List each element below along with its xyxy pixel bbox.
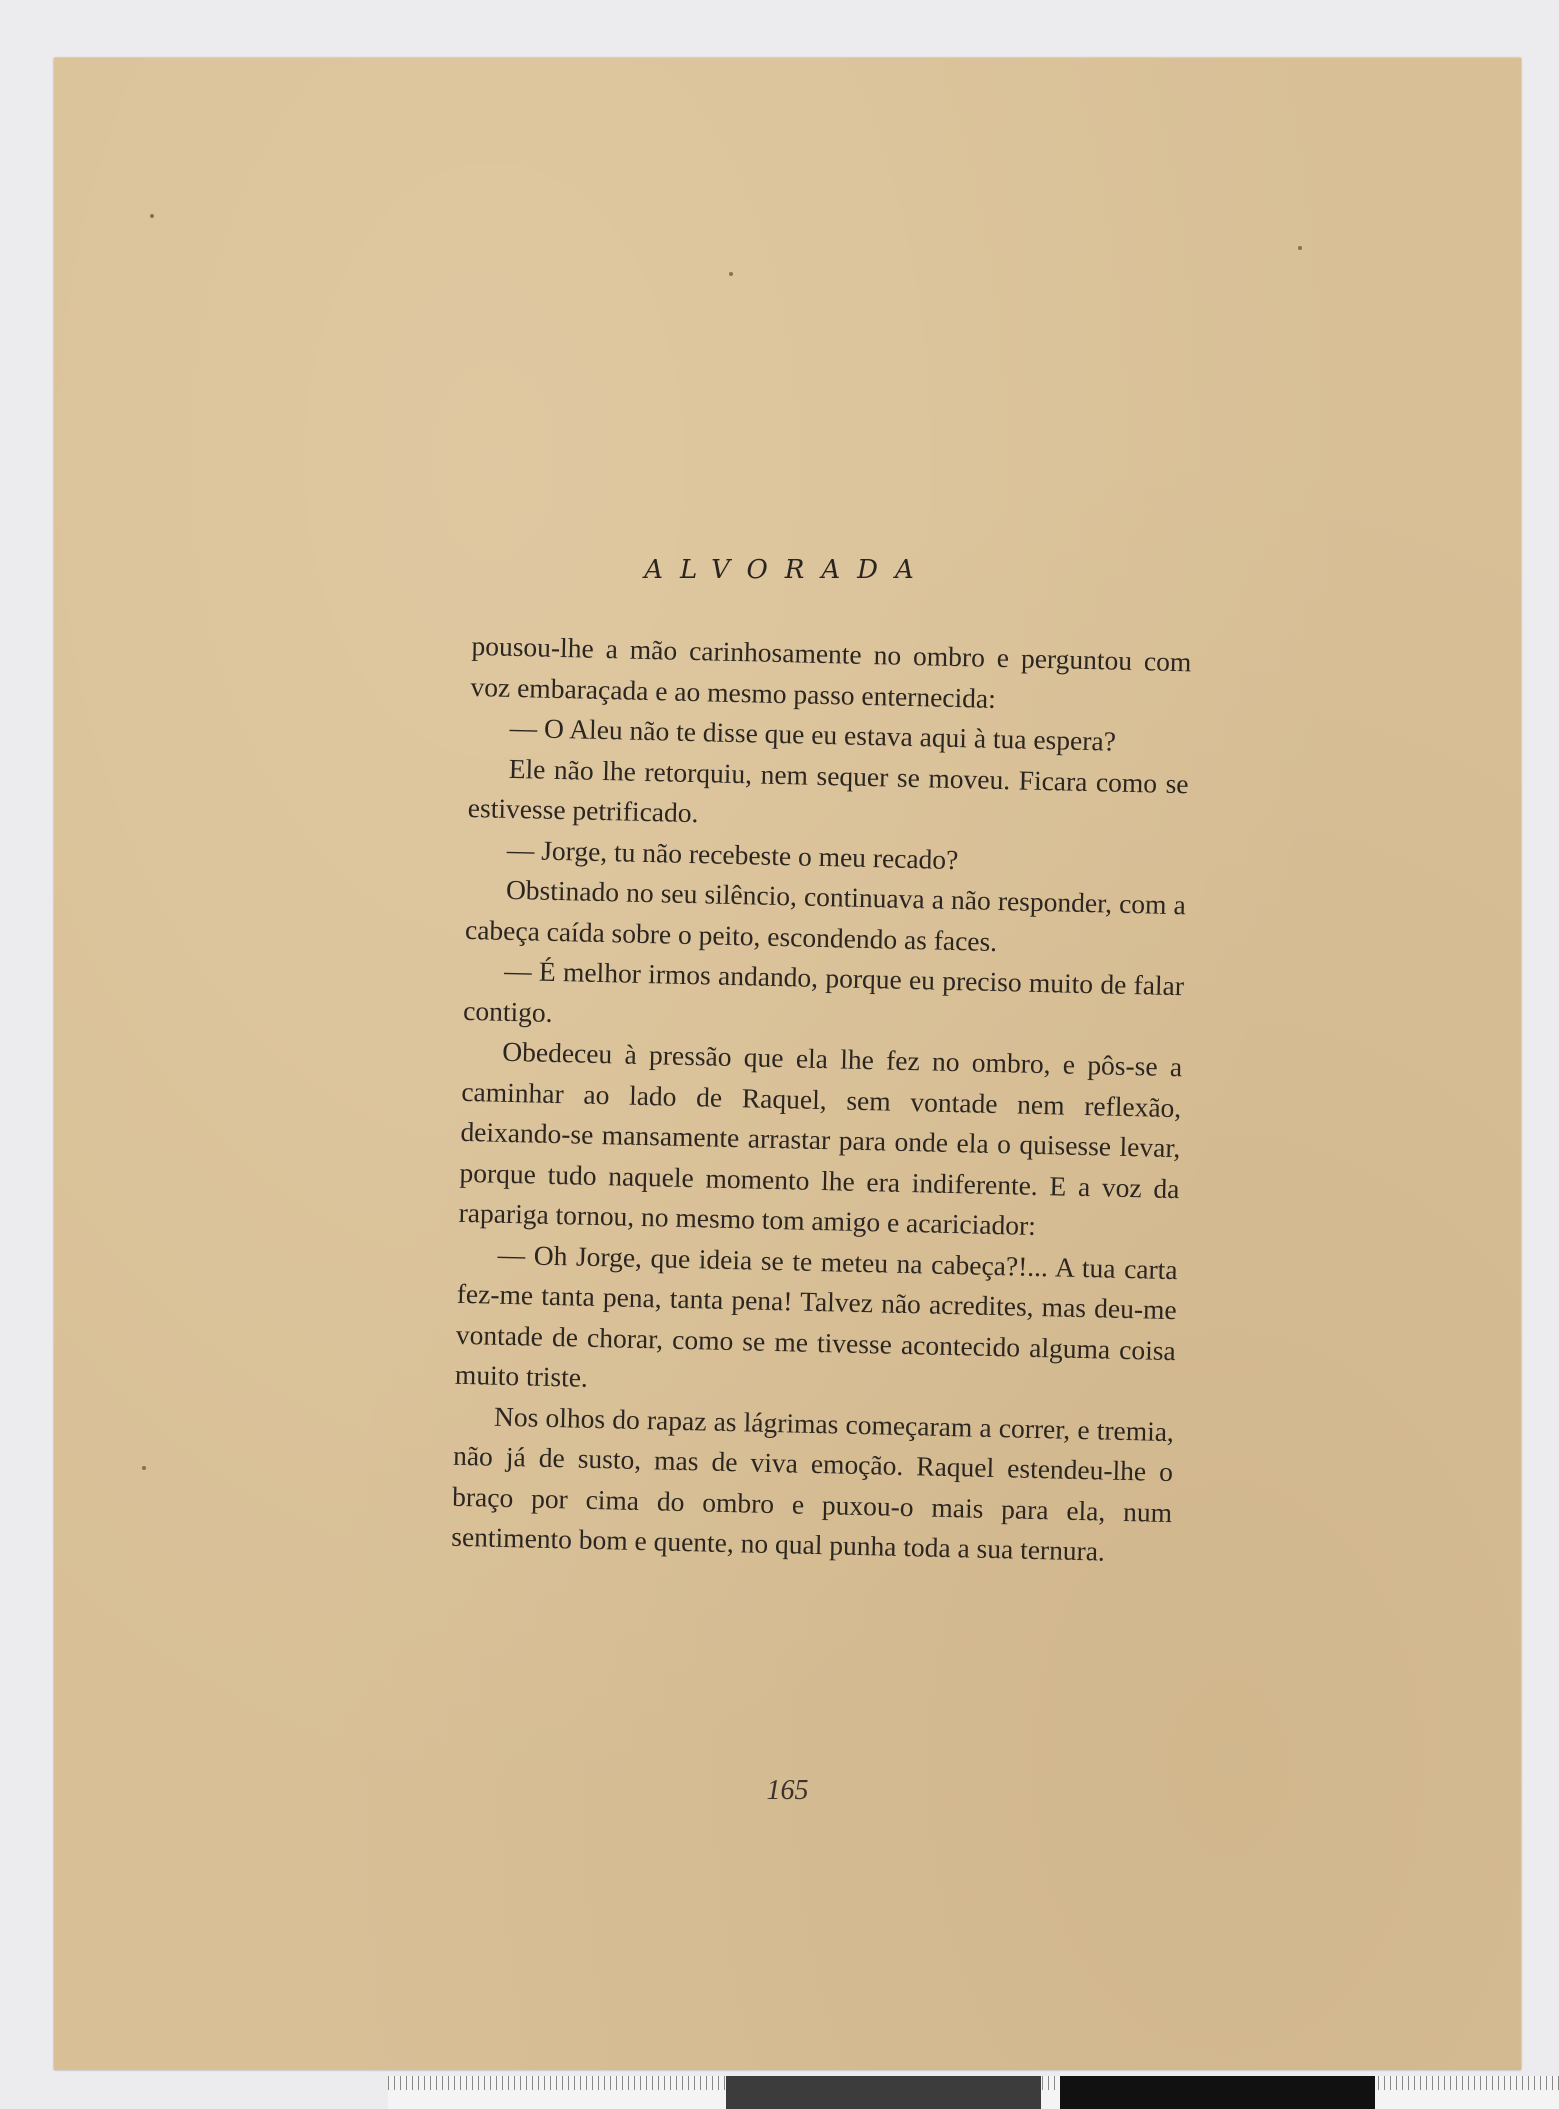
page-number: 165 — [766, 1775, 809, 1806]
paragraph: Obedeceu à pressão que ela lhe fez no ombro, e pôs-se a caminhar ao lado de Raquel, sem vontade nem reflexão, deixando-se mansamente arrastar para onde ela o quisesse levar, porque tudo naquele momento lhe era indiferente. E a voz da rapariga tornou, no mesmo tom amigo e acariciador: — [458, 1035, 1183, 1241]
paper-speck — [1298, 246, 1302, 250]
book-page — [54, 58, 1521, 2070]
paper-speck — [150, 214, 154, 218]
paragraph: Obstinado no seu silêncio, continuava a não responder, com a cabeça caída sobre o peito, escondendo as faces. — [464, 873, 1187, 957]
ruler-black-block — [1060, 2076, 1375, 2109]
color-calibration-ruler — [388, 2076, 1559, 2109]
paper-speck — [142, 1466, 146, 1470]
paper-speck — [729, 272, 733, 276]
paragraph: — O Aleu não te disse que eu estava aqui à tua espera? — [509, 711, 1117, 757]
paragraph: Ele não lhe retorquiu, nem sequer se moveu. Ficara como se estivesse petrificado. — [467, 752, 1189, 829]
paragraph: — Oh Jorge, que ideia se te meteu na cabeça?!... A tua carta fez-me tanta pena, tanta pena! Talvez não acredites, mas deu-me vontade de chorar, como se me tivesse acontecido alguma coisa muito triste. — [454, 1238, 1178, 1393]
paragraph: — Jorge, tu não recebeste o meu recado? — [506, 833, 959, 875]
paragraph: Nos olhos do rapaz as lágrimas começaram a correr, e tremia, não já de susto, mas de viva emoção. Raquel estendeu-lhe o braço por cima do ombro e puxou-o mais para ela, num sentimento bom e quente, no qual punha toda a sua ternura. — [450, 1400, 1175, 1567]
running-head: ALVORADA — [644, 555, 931, 585]
ruler-gray-block — [726, 2076, 1041, 2109]
body-text — [451, 626, 1192, 1574]
paragraph: — É melhor irmos andando, porque eu preciso muito de falar contigo. — [462, 954, 1185, 1028]
paragraph: pousou-lhe a mão carinhosamente no ombro e perguntou com voz embaraçada e ao mesmo passo enternecida: — [470, 629, 1192, 714]
